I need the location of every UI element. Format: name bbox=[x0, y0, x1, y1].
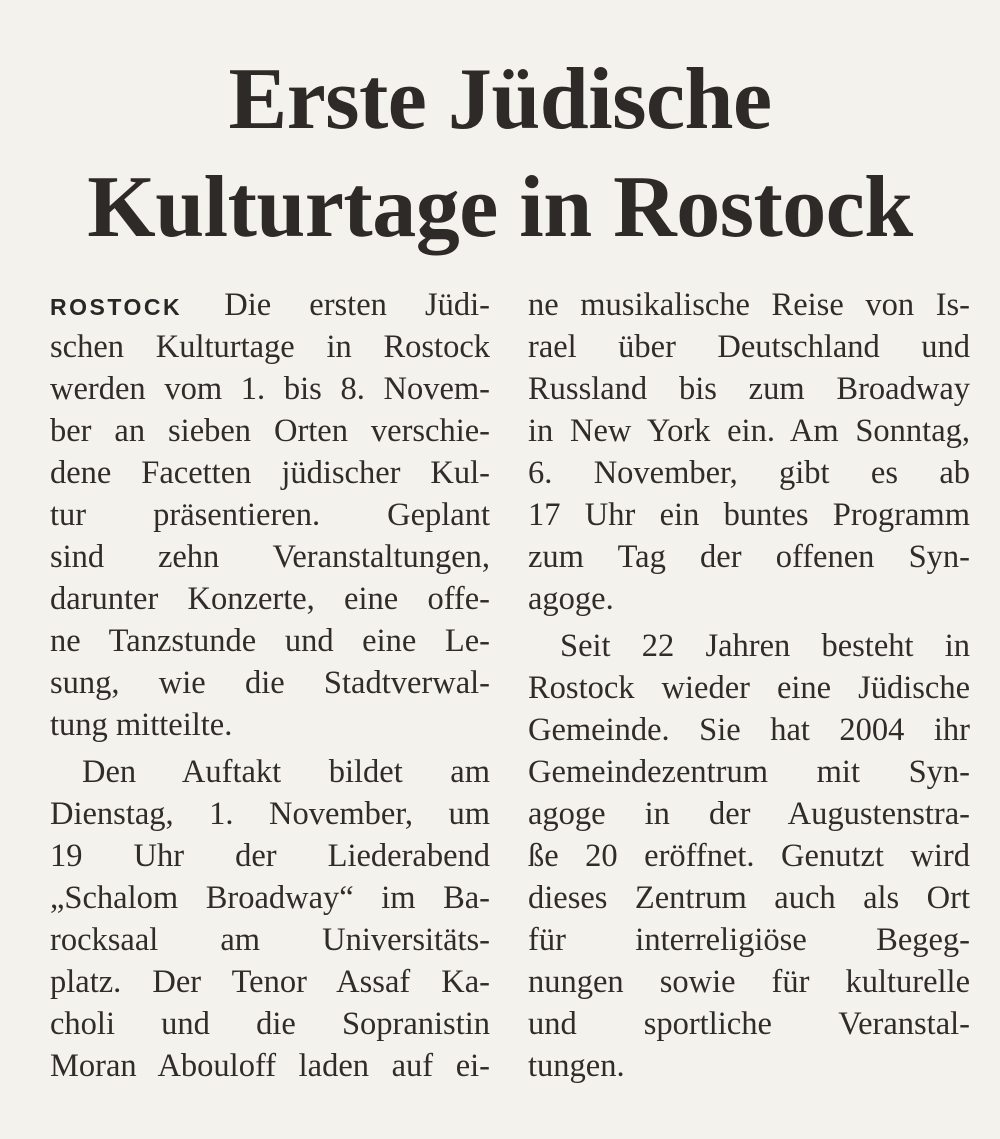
article-line: und sportliche Veranstal- bbox=[528, 1006, 970, 1042]
dateline: ROSTOCK bbox=[50, 294, 183, 320]
article-line: Russland bis zum Broadway bbox=[528, 371, 970, 407]
article-line: in New York ein. Am Sonntag, bbox=[528, 413, 970, 449]
article-line: ße 20 eröffnet. Genutzt wird bbox=[528, 838, 970, 874]
article-line: 19 Uhr der Liederabend bbox=[50, 838, 490, 874]
article-line: sind zehn Veranstaltungen, bbox=[50, 539, 490, 575]
article-line: sung, wie die Stadtverwal- bbox=[50, 665, 490, 701]
article-line: agoge. bbox=[528, 581, 614, 617]
article-column-right bbox=[528, 284, 970, 1087]
article-line-text: Die ersten Jüdi- bbox=[224, 287, 490, 323]
article-line: dieses Zentrum auch als Ort bbox=[528, 880, 970, 916]
article-line: Seit 22 Jahren besteht in bbox=[560, 628, 970, 664]
article-line: agoge in der Augustenstra- bbox=[528, 796, 970, 832]
article-line: „Schalom Broadway“ im Ba- bbox=[50, 880, 490, 916]
article-line: platz. Der Tenor Assaf Ka- bbox=[50, 964, 490, 1000]
article-line: darunter Konzerte, eine offe- bbox=[50, 581, 490, 617]
article-line: Rostock wieder eine Jüdische bbox=[528, 670, 970, 706]
article-line: Den Auftakt bildet am bbox=[82, 754, 490, 790]
article-line bbox=[50, 284, 490, 326]
article-line: ber an sieben Orten verschie- bbox=[50, 413, 490, 449]
article-line: 6. November, gibt es ab bbox=[528, 455, 970, 491]
article-line: ne Tanzstunde und eine Le- bbox=[50, 623, 490, 659]
article-line: rael über Deutschland und bbox=[528, 329, 970, 365]
article-line: Gemeinde. Sie hat 2004 ihr bbox=[528, 712, 970, 748]
article-line: tungen. bbox=[528, 1048, 625, 1084]
article-line: tung mitteilte. bbox=[50, 707, 233, 743]
article-line: für interreligiöse Begeg- bbox=[528, 922, 970, 958]
article-line: zum Tag der offenen Syn- bbox=[528, 539, 970, 575]
article-column-left bbox=[50, 284, 490, 1087]
article-line: Gemeindezentrum mit Syn- bbox=[528, 754, 970, 790]
headline-line-1: Erste Jüdische bbox=[228, 51, 772, 148]
article-line: Moran Abouloff laden auf ei- bbox=[50, 1048, 490, 1084]
article-line: rocksaal am Universitäts- bbox=[50, 922, 490, 958]
article-line: tur präsentieren. Geplant bbox=[50, 497, 490, 533]
article-line: dene Facetten jüdischer Kul- bbox=[50, 455, 490, 491]
article-line: 17 Uhr ein buntes Programm bbox=[528, 497, 970, 533]
article-line: schen Kulturtage in Rostock bbox=[50, 329, 490, 365]
article-line: choli und die Sopranistin bbox=[50, 1006, 490, 1042]
article-line: werden vom 1. bis 8. Novem- bbox=[50, 371, 490, 407]
article-line: ne musikalische Reise von Is- bbox=[528, 287, 970, 323]
article-line: nungen sowie für kulturelle bbox=[528, 964, 970, 1000]
headline-line-2: Kulturtage in Rostock bbox=[87, 159, 913, 256]
article-line: Dienstag, 1. November, um bbox=[50, 796, 490, 832]
